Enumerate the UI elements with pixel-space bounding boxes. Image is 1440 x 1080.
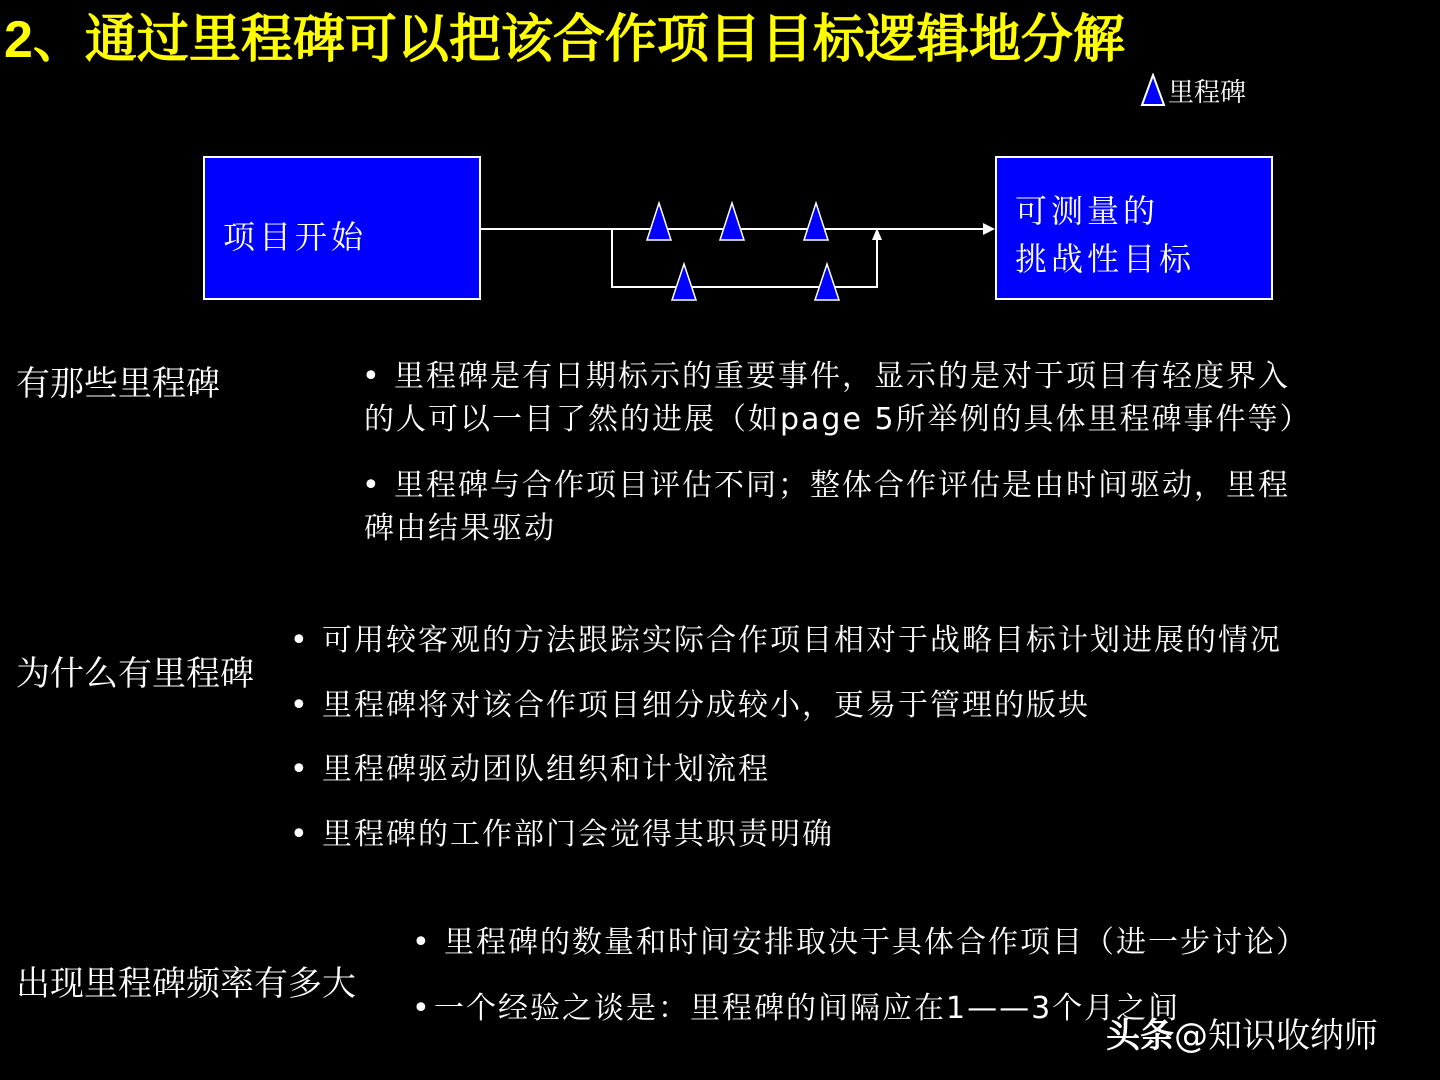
bullet-item: • 里程碑的数量和时间安排取决于具体合作项目（进一步讨论）: [412, 925, 1308, 960]
bullet-item: • 可用较客观的方法跟踪实际合作项目相对于战略目标计划进展的情况: [290, 623, 1282, 658]
section-label-which-milestones: 有那些里程碑: [16, 364, 220, 404]
project-start-box: [203, 156, 481, 300]
project-start-label: 项目开始: [223, 218, 368, 256]
goal-box: [995, 156, 1273, 300]
milestone-triangle-icon: [815, 264, 839, 300]
watermark-brand: 头条: [1106, 1016, 1174, 1056]
milestone-triangle-icon: [720, 203, 744, 240]
milestone-triangle-icon: [672, 264, 696, 300]
slide-title: 2、通过里程碑可以把该合作项目目标逻辑地分解: [4, 11, 1125, 69]
bullet-item: • 里程碑是有日期标示的重要事件，显示的是对于项目有轻度界入: [362, 359, 1290, 394]
bullet-item: • 里程碑与合作项目评估不同；整体合作评估是由时间驱动，里程: [362, 468, 1290, 503]
milestone-triangle-icon: [804, 203, 828, 240]
watermark: [1106, 1008, 1378, 1057]
bullet-item: • 里程碑的工作部门会觉得其职责明确: [290, 817, 834, 852]
goal-label-line2: 挑战性目标: [1015, 240, 1196, 278]
watermark-handle: @知识收纳师: [1174, 1016, 1378, 1056]
goal-label-line1: 可测量的: [1015, 192, 1160, 230]
legend-label: 里程碑: [1168, 77, 1247, 108]
bullet-item: • 里程碑驱动团队组织和计划流程: [290, 752, 770, 787]
bullet-item-continued: 的人可以一目了然的进展（如page 5所举例的具体里程碑事件等）: [364, 402, 1312, 437]
bullet-item: • 里程碑将对该合作项目细分成较小，更易于管理的版块: [290, 688, 1090, 723]
section-label-milestone-frequency: 出现里程碑频率有多大: [16, 964, 356, 1004]
main-arrow-head: [983, 223, 995, 235]
milestone-triangle-icon: [647, 203, 671, 240]
bullet-item-continued: 碑由结果驱动: [364, 511, 556, 546]
section-label-why-milestones: 为什么有里程碑: [16, 654, 254, 694]
bullet-item: •一个经验之谈是：里程碑的间隔应在1——3个月之间: [412, 991, 1181, 1026]
